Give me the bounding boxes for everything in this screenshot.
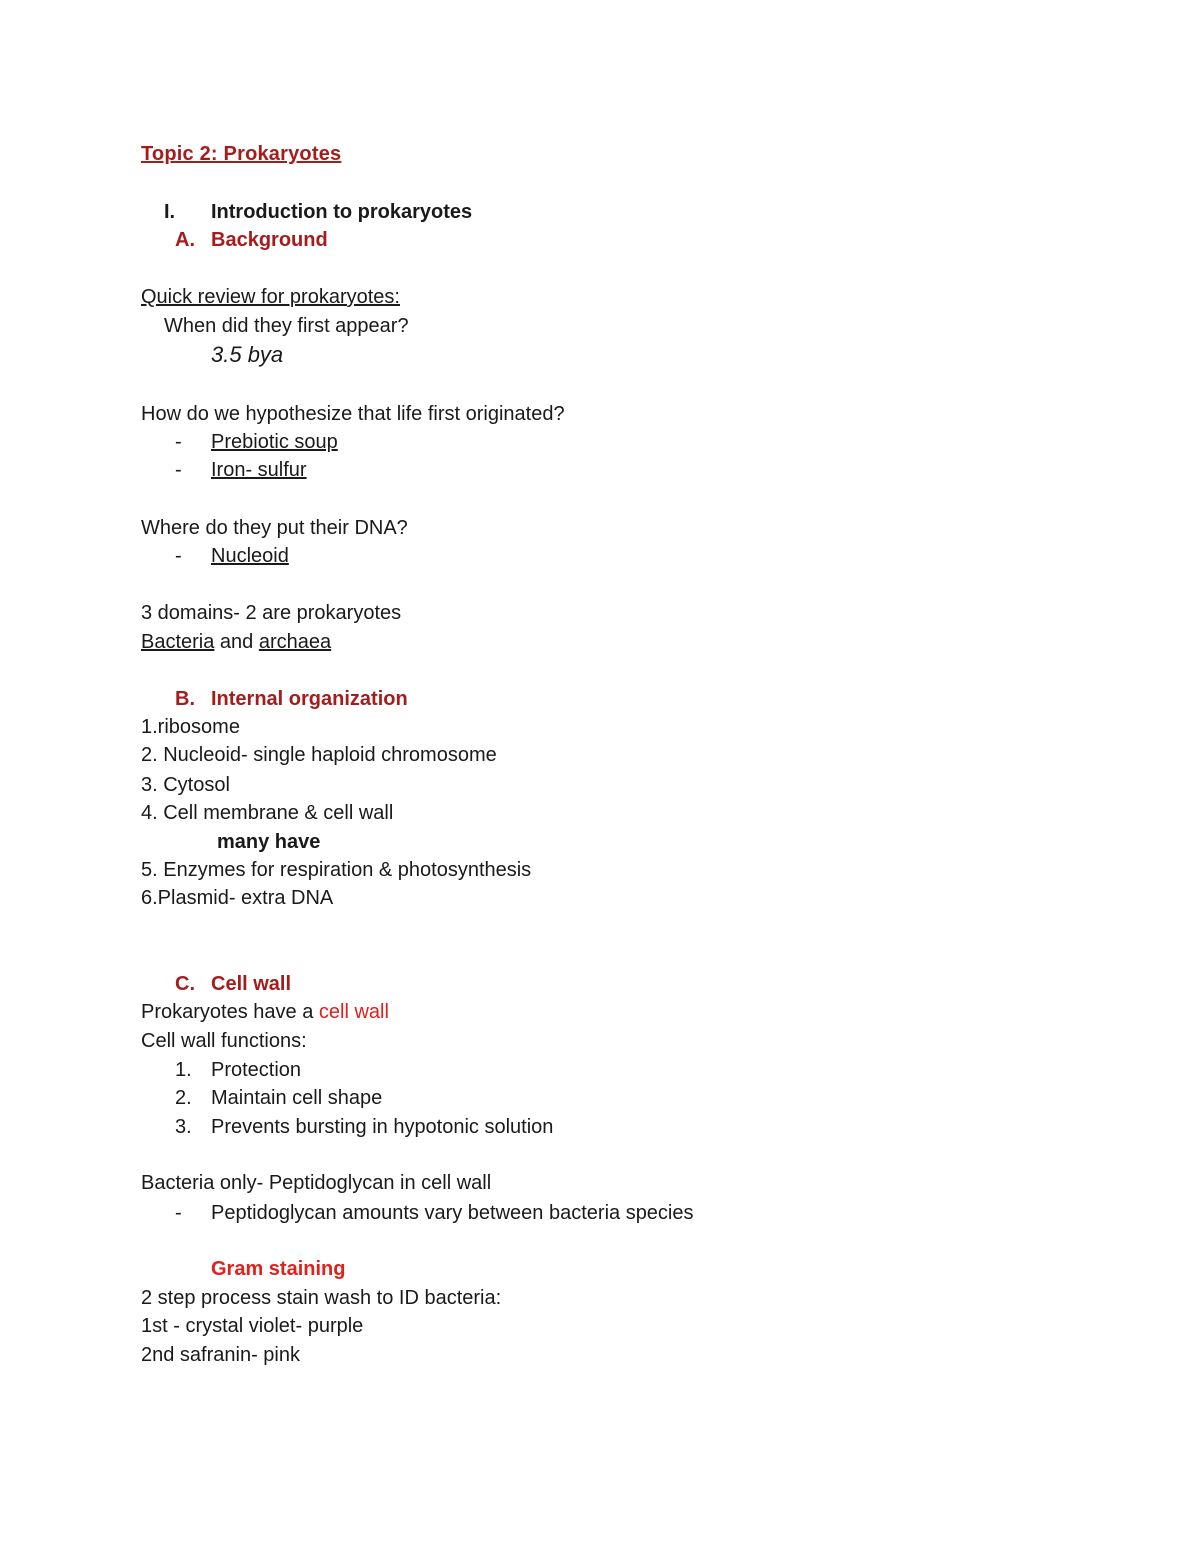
domain-term: Bacteria: [141, 631, 215, 653]
bullet-dash: -: [175, 545, 182, 567]
question-text: Where do they put their DNA?: [141, 517, 408, 539]
body-text: [141, 1000, 389, 1024]
bullet-text: Prebiotic soup: [211, 431, 338, 453]
domains-line: [141, 630, 331, 654]
list-item: Protection: [211, 1059, 302, 1081]
answer-text: 3.5 bya: [211, 342, 284, 367]
body-text-prefix: Prokaryotes have a: [141, 1001, 319, 1023]
list-item: Maintain cell shape: [211, 1087, 383, 1109]
question-text: When did they first appear?: [164, 315, 409, 337]
list-item: 1.ribosome: [141, 716, 240, 738]
subsection-heading: Cell wall: [211, 973, 292, 995]
list-number: 2.: [175, 1087, 192, 1109]
bullet-dash: -: [175, 431, 182, 453]
bullet-text: Iron- sulfur: [211, 459, 307, 481]
list-item: 3. Cytosol: [141, 774, 230, 796]
list-number: 3.: [175, 1116, 192, 1138]
subsection-heading: Background: [211, 229, 328, 251]
list-item: 6.Plasmid- extra DNA: [141, 887, 334, 909]
highlight-text: cell wall: [318, 1001, 389, 1023]
list-item: 2. Nucleoid- single haploid chromosome: [141, 744, 497, 766]
list-item: 5. Enzymes for respiration & photosynthesis: [141, 859, 532, 881]
subsection-heading: Internal organization: [211, 688, 408, 710]
question-text: How do we hypothesize that life first originated?: [141, 403, 565, 425]
body-text: 3 domains- 2 are prokaryotes: [141, 602, 402, 624]
section-heading: Introduction to prokaryotes: [211, 201, 473, 223]
body-text: Cell wall functions:: [141, 1030, 307, 1052]
section-numeral: I.: [164, 201, 176, 223]
conjunction: and: [214, 631, 259, 653]
domain-term: archaea: [258, 631, 332, 653]
bullet-dash: -: [175, 459, 182, 481]
body-text: 1st - crystal violet- purple: [141, 1315, 364, 1337]
bullet-dash: -: [175, 1202, 182, 1224]
list-item: 4. Cell membrane & cell wall: [141, 802, 394, 824]
body-text: 2nd safranin- pink: [141, 1344, 300, 1366]
subheading-text: many have: [217, 831, 321, 853]
list-item: Prevents bursting in hypotonic solution: [211, 1116, 554, 1138]
subsection-heading: Gram staining: [211, 1258, 346, 1280]
subsection-letter: A.: [175, 229, 195, 251]
quick-review-label: Quick review for prokaryotes:: [141, 286, 400, 308]
list-number: 1.: [175, 1059, 192, 1081]
page-title: Topic 2: Prokaryotes: [141, 143, 342, 165]
bullet-text: Peptidoglycan amounts vary between bacteria species: [211, 1202, 694, 1224]
subsection-letter: B.: [175, 688, 195, 710]
subsection-letter: C.: [175, 973, 195, 995]
body-text: 2 step process stain wash to ID bacteria:: [141, 1287, 502, 1309]
bullet-text: Nucleoid: [211, 545, 289, 567]
body-text: Bacteria only- Peptidoglycan in cell wall: [141, 1172, 492, 1194]
